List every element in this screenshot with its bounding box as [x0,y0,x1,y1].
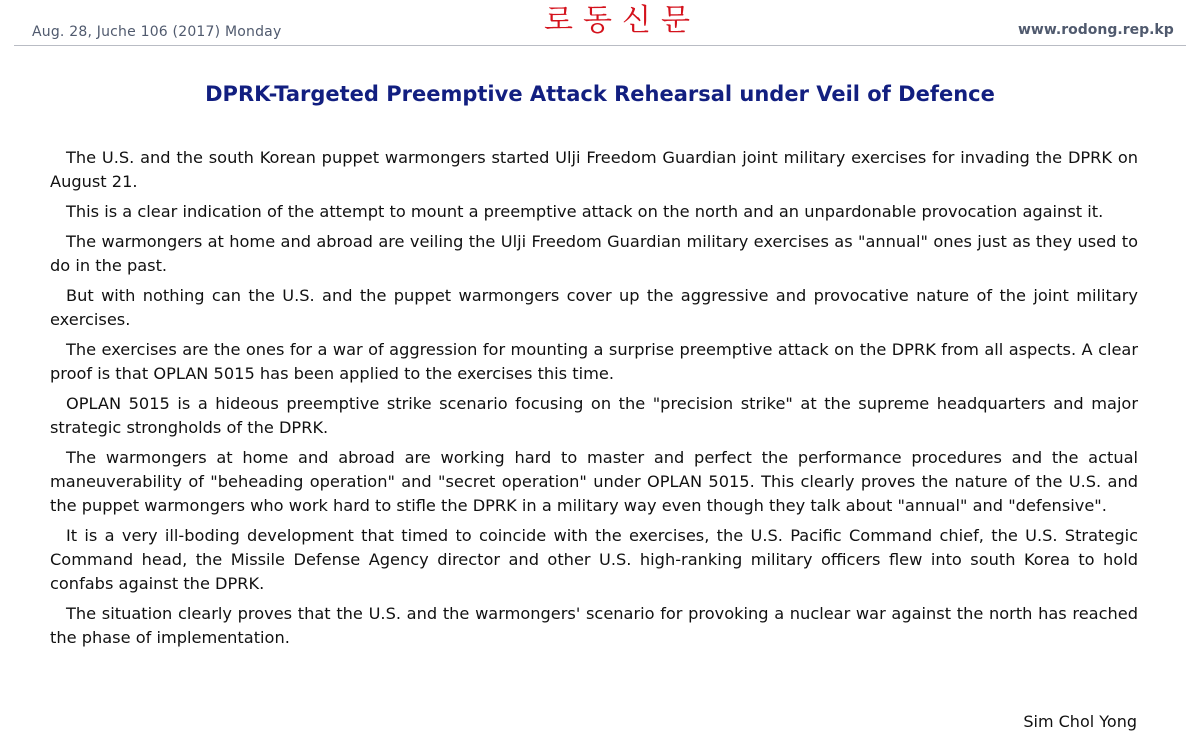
article-paragraph: The warmongers at home and abroad are working hard to master and perfect the performance procedures and the actual maneuverability of "beheading operation" and "secret operation" under OPLAN 5015. This clearly proves the nature of the U.S. and the puppet warmongers who work hard to stifle the DPRK in a military way even though they talk about "annual" and "defensive". [50,448,1138,515]
article-paragraph: It is a very ill-boding development that timed to coincide with the exercises, the U.S. Pacific Command chief, the U.S. Strategic Command head, the Missile Defense Agency director and other U.S. high-ranking military officers flew into south Korea to hold confabs against the DPRK. [50,526,1138,593]
article-paragraph: The warmongers at home and abroad are veiling the Ulji Freedom Guardian military exercises as "annual" ones just as they used to do in the past. [50,232,1138,275]
website-url[interactable]: www.rodong.rep.kp [1018,22,1174,38]
article-paragraph: The exercises are the ones for a war of aggression for mounting a surprise preemptive attack on the DPRK from all aspects. A clear proof is that OPLAN 5015 has been applied to the exercises this time. [50,340,1138,383]
article-author: Sim Chol Yong [1023,712,1137,731]
page-header [0,0,1200,48]
article-paragraph: This is a clear indication of the attempt to mount a preemptive attack on the north and an unpardonable provocation against it. [66,202,1104,221]
article-paragraph: The situation clearly proves that the U.S. and the warmongers' scenario for provoking a nuclear war against the north has reached the phase of implementation. [50,604,1138,647]
newspaper-logo: 로동신문 [544,3,700,38]
header-divider [14,45,1186,46]
article-paragraph: But with nothing can the U.S. and the puppet warmongers cover up the aggressive and provocative nature of the joint military exercises. [50,286,1138,329]
article-paragraph: OPLAN 5015 is a hideous preemptive strike scenario focusing on the "precision strike" at the supreme headquarters and major strategic strongholds of the DPRK. [50,394,1138,437]
publication-date: Aug. 28, Juche 106 (2017) Monday [32,24,282,40]
article-title: DPRK-Targeted Preemptive Attack Rehearsal under Veil of Defence [205,82,995,106]
article-paragraph: The U.S. and the south Korean puppet warmongers started Ulji Freedom Guardian joint military exercises for invading the DPRK on August 21. [50,148,1138,191]
article-body [50,146,1138,656]
